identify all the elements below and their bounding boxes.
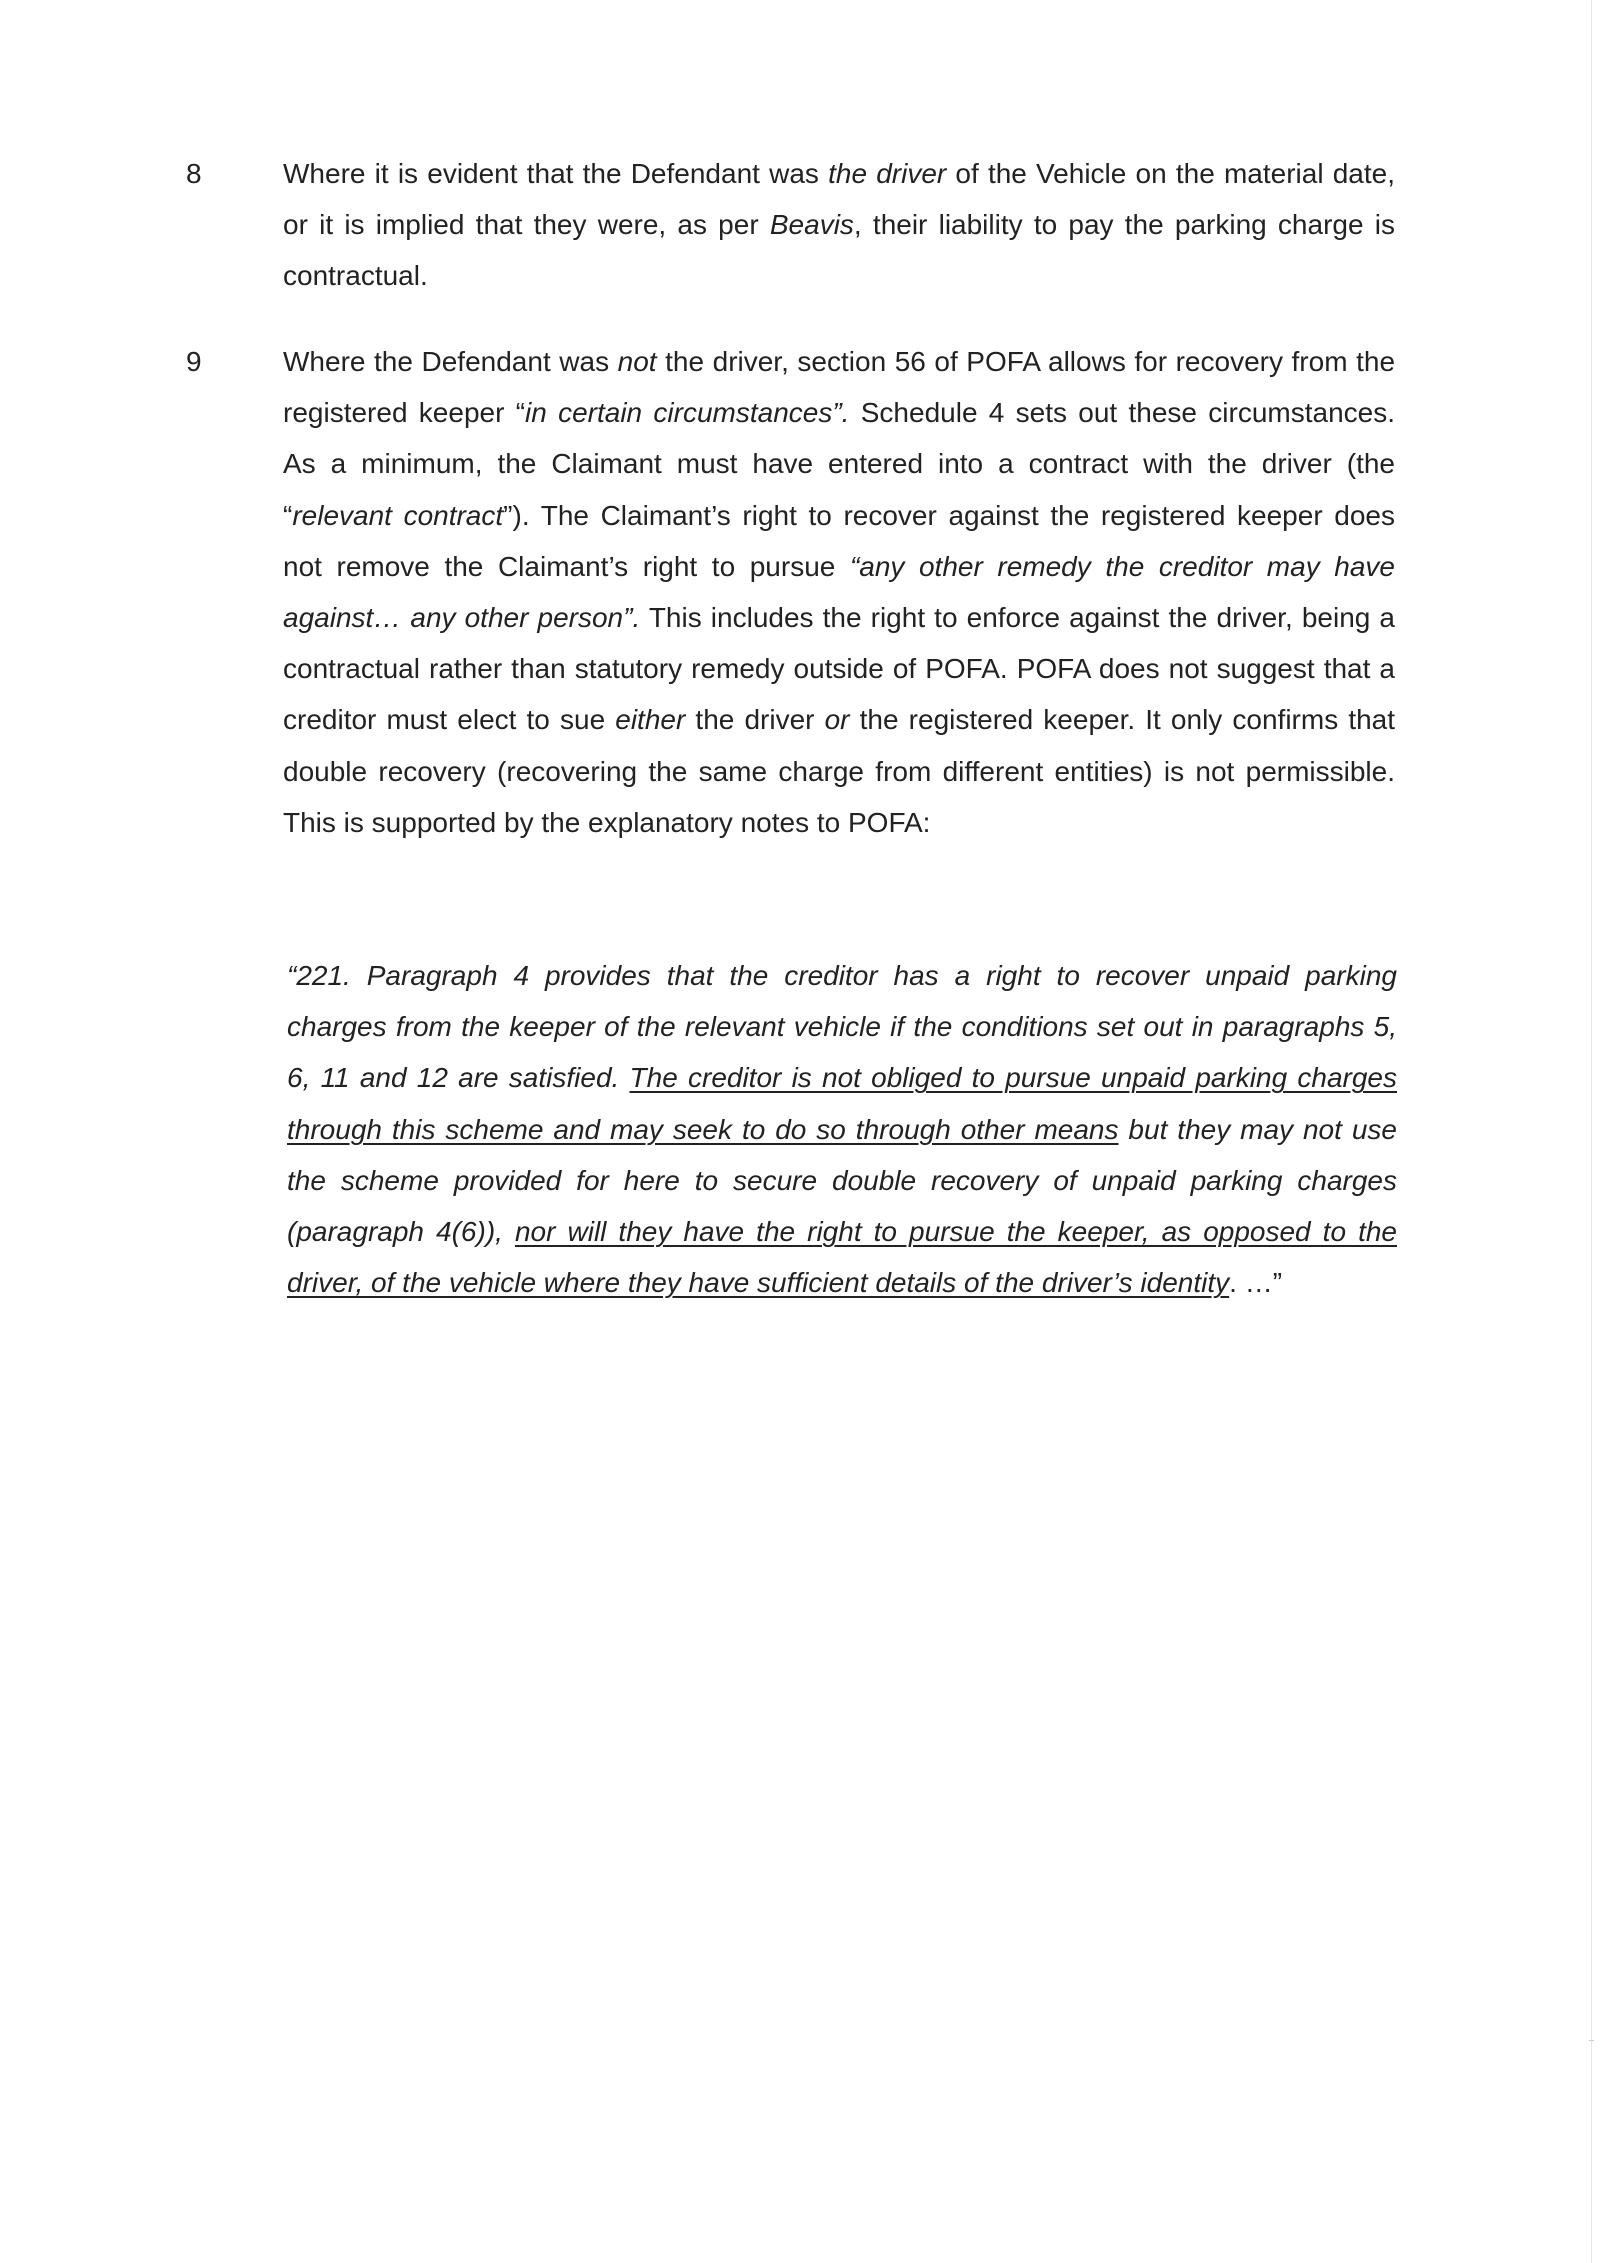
text-run: the driver	[685, 704, 825, 736]
text-run: ”). The Claimant’s right to recover against the registered keeper does not remove the Claimant’s right to pursue	[283, 499, 1395, 582]
italic-text: or	[824, 704, 850, 736]
explanatory-note-quote	[287, 950, 1397, 1308]
paragraph-number: 8	[186, 158, 202, 189]
text-run: , their liability to pay the parking charge is contractual.	[283, 209, 1395, 292]
paragraph-number: 9	[186, 346, 202, 377]
italic-text: Beavis	[769, 209, 854, 241]
text-run: Where it is evident that the Defendant was	[283, 158, 829, 189]
page-edge	[1591, 0, 1592, 2263]
italic-text: “any other remedy the creditor may have against… any other person”.	[283, 550, 1395, 634]
italic-text: in certain circumstances”.	[525, 397, 850, 429]
italic-text: either	[615, 704, 686, 736]
text-run: but they may not use the scheme provided for here to secure double recovery of unpaid parking charges (paragraph 4(6)),	[287, 1113, 1397, 1248]
underlined-text: nor will they have the right to pursue the keeper, as opposed to the driver, of the vehicle where they have sufficient details of the driver’s identity	[287, 1216, 1397, 1299]
italic-text: the driver	[828, 158, 947, 189]
text-run: Where the Defendant was	[283, 346, 618, 377]
underlined-text: The creditor is not obliged to pursue unpaid parking charges through this scheme and may seek to do so through other means	[287, 1062, 1397, 1145]
page-edge-mark	[1589, 2040, 1594, 2041]
italic-text: relevant contract	[292, 499, 504, 531]
text-run: the driver, section 56 of POFA allows for recovery from the registered keeper “	[283, 346, 1396, 429]
text-run: of the Vehicle on the material date, or it is implied that they were, as per	[283, 158, 1395, 241]
text-run: “221. Paragraph 4 provides that the creditor has a right to recover unpaid parking charges from the keeper of the relevant vehicle if the conditions set out in paragraphs 5, 6, 11 and 12 are satisfied.	[287, 960, 1397, 1094]
paragraph-text	[283, 148, 1395, 302]
italic-text: not	[617, 346, 657, 377]
paragraph-text	[283, 336, 1395, 848]
text-run: Schedule 4 sets out these circumstances. As a minimum, the Claimant must have entered into a contract with the driver (the “	[283, 397, 1395, 531]
text-run: This includes the right to enforce against the driver, being a contractual rather than statutory remedy outside of POFA. POFA does not suggest that a creditor must elect to sue	[283, 602, 1395, 736]
text-run: the registered keeper. It only confirms that double recovery (recovering the same charge from different entities) is not permissible. This is supported by the explanatory notes to POFA:	[283, 704, 1396, 838]
text-run: . …”	[1229, 1267, 1283, 1299]
